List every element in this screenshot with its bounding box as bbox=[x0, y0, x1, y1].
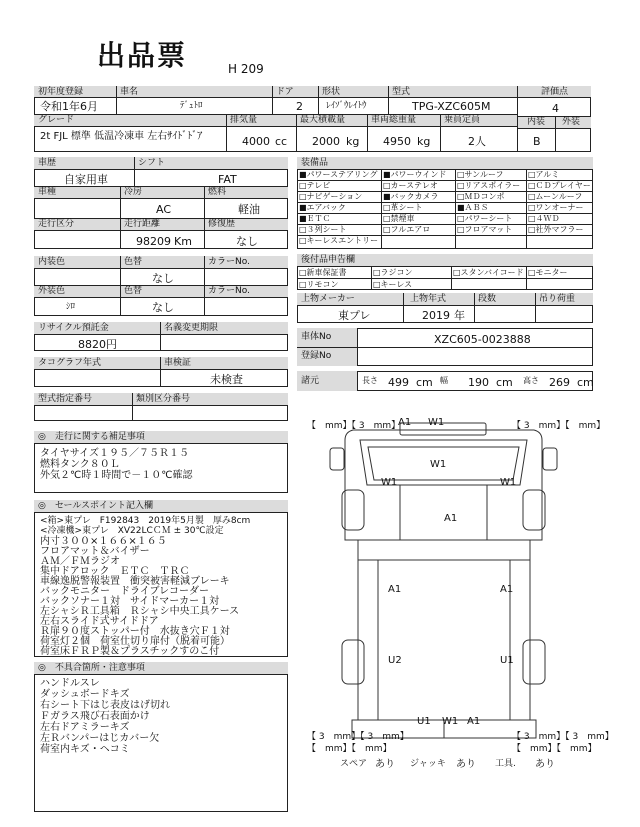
area-label: 走行区分 bbox=[38, 219, 75, 229]
jack-value: あり bbox=[456, 759, 476, 770]
post-install-label: 後付品申告欄 bbox=[301, 255, 356, 265]
tire-front-left: 【 mm】【 3 mm】 bbox=[307, 421, 401, 431]
mark-w1-top: W1 bbox=[428, 417, 445, 428]
width-unit: cm bbox=[496, 376, 513, 389]
post-install-item: □ラジコン bbox=[373, 268, 413, 277]
history-label: 車歴 bbox=[38, 158, 57, 168]
maxload-label: 最大積載量 bbox=[300, 115, 346, 125]
in-no-label: カラーNo. bbox=[208, 257, 250, 267]
hoist-label: 吊り荷重 bbox=[539, 294, 576, 304]
exterior-label: 外装 bbox=[562, 117, 581, 127]
mark-u1-right: U1 bbox=[500, 655, 514, 666]
body-year-value: 2019 bbox=[422, 309, 450, 322]
door-count: 2 bbox=[296, 100, 303, 113]
rating-label: 評価点 bbox=[541, 87, 569, 97]
length-value: 499 bbox=[388, 376, 409, 389]
post-install-item: □キーレス bbox=[373, 280, 413, 289]
chassis-number: XZC605-0023888 bbox=[434, 333, 531, 346]
inspection-label: 車検証 bbox=[164, 358, 192, 368]
equipment-item: □パワーシート bbox=[457, 214, 513, 223]
model-code: TPG-XZC605M bbox=[412, 100, 491, 113]
mark-a1-right: A1 bbox=[500, 584, 514, 595]
mark-w1-rear: W1 bbox=[442, 716, 459, 727]
grade-label: グレード bbox=[38, 115, 75, 125]
mileage-value: 98209 bbox=[136, 235, 171, 248]
gvw-value: 4950 bbox=[383, 135, 411, 148]
mark-w1-left: W1 bbox=[381, 477, 398, 488]
gvw-label: 車両総重量 bbox=[371, 115, 417, 125]
shift-label: シフト bbox=[138, 158, 166, 168]
length-unit: cm bbox=[416, 376, 433, 389]
fuel-value: 軽油 bbox=[238, 203, 260, 216]
equipment-item: □４ＷＤ bbox=[528, 214, 560, 223]
equipment-item: □禁煙車 bbox=[383, 214, 415, 223]
gvw-unit: kg bbox=[417, 135, 431, 148]
recycle-label: リサイクル預託金 bbox=[38, 323, 109, 333]
inspection-value: 未検査 bbox=[210, 373, 243, 386]
running-line: 燃料タンク８０Ｌ bbox=[40, 459, 120, 470]
length-label: 長さ bbox=[362, 376, 378, 385]
selling-line: 集中ドアロック ＥＴＣ ＴＲＣ bbox=[40, 566, 190, 577]
body-year-label: 上物年式 bbox=[410, 294, 447, 304]
selling-line: バックソナー１対 サイドマーカー１対 bbox=[40, 596, 220, 607]
first-registration: 令和1年6月 bbox=[40, 100, 98, 113]
mark-u2-left: U2 bbox=[388, 655, 402, 666]
grade-value: 2t FJL 標準 低温冷凍車 左右ｻｲﾄﾞﾄﾞｱ bbox=[40, 131, 203, 142]
tire-rear-right-inner: 【 mm】【 mm】 bbox=[512, 744, 597, 754]
shape-label: 形状 bbox=[322, 87, 341, 97]
mark-a1-top: A1 bbox=[398, 417, 412, 428]
selling-line: 荷室灯２個 荷室仕切り扉付（脱着可能） bbox=[40, 636, 230, 647]
dims-label: 諸元 bbox=[301, 376, 320, 386]
selling-line: バックモニター ドライブレコーダー bbox=[40, 586, 209, 597]
defect-line: 左右ドアミラーキズ bbox=[40, 722, 130, 733]
tire-rear-left-inner: 【 mm】【 mm】 bbox=[307, 744, 392, 754]
equipment-item: □リアスポイラー bbox=[457, 181, 521, 190]
tier-label: 段数 bbox=[478, 294, 497, 304]
selling-line: Ｒ扉９０度ストッパー付 水抜き穴Ｆ１対 bbox=[40, 626, 230, 637]
equipment-item: □キーレスエントリー bbox=[299, 236, 379, 245]
registration-label: 登録No bbox=[301, 351, 332, 361]
in-change-value: なし bbox=[152, 272, 174, 285]
spare-label: スペア bbox=[340, 759, 368, 769]
out-no-label: カラーNo. bbox=[208, 286, 250, 296]
defect-line: 荷室内キズ・ヘコミ bbox=[40, 744, 130, 755]
door-label: ドア bbox=[276, 87, 294, 97]
displacement-value: 4000 bbox=[242, 135, 270, 148]
defect-line: ダッシュボードキズ bbox=[40, 689, 130, 700]
height-value: 269 bbox=[549, 376, 570, 389]
equipment-item: ■パワーステアリング bbox=[299, 170, 378, 179]
maker-label: 上物メーカー bbox=[301, 294, 355, 304]
selling-line: 内寸３００×１６６×１６５ bbox=[40, 536, 167, 547]
equipment-item: ■ＥＴＣ bbox=[299, 214, 331, 223]
mark-w1-glass: W1 bbox=[430, 459, 447, 470]
defect-line: 右シート下はじ表皮はげ切れ bbox=[40, 700, 170, 711]
fuel-label: 燃料 bbox=[208, 187, 227, 197]
model-label: 型式 bbox=[392, 87, 411, 97]
out-change-label: 色替 bbox=[124, 286, 143, 296]
name-label: 車名 bbox=[120, 87, 139, 97]
equipment-item: □ＣＤプレイヤー bbox=[528, 181, 591, 190]
running-label: ◎ 走行に関する補足事項 bbox=[38, 432, 145, 442]
post-install-item: □スタンバイコード bbox=[453, 268, 524, 277]
repair-value: なし bbox=[236, 235, 258, 248]
tool-label: 工具. bbox=[495, 759, 516, 769]
shift-value: FAT bbox=[218, 173, 237, 186]
interior-label: 内装 bbox=[527, 117, 546, 127]
class-number-label: 類別区分番号 bbox=[136, 394, 191, 404]
post-install-item: □リモコン bbox=[299, 280, 339, 289]
mark-u1-rear: U1 bbox=[417, 716, 431, 727]
history-value: 自家用車 bbox=[64, 173, 108, 186]
selling-line: <冷凍機>東プレ XV22LCＣＭ ± 30℃設定 bbox=[40, 526, 224, 536]
repair-label: 修復歴 bbox=[208, 219, 236, 229]
car-name: ﾃﾞｭﾄﾛ bbox=[180, 101, 203, 111]
width-label: 幅 bbox=[440, 376, 448, 385]
name-change-label: 名義変更期限 bbox=[164, 323, 219, 333]
form-number: H 209 bbox=[228, 62, 264, 76]
tire-front-right: 【 3 mm】【 mm】 bbox=[512, 421, 606, 431]
cooling-label: 冷房 bbox=[124, 187, 143, 197]
width-value: 190 bbox=[468, 376, 489, 389]
body-year-unit: 年 bbox=[454, 309, 465, 322]
maker-value: 東プレ bbox=[338, 309, 371, 322]
selling-line: 左シャシＲ工具箱 Ｒシャシ中央工具ケース bbox=[40, 606, 240, 617]
height-label: 高さ bbox=[523, 376, 539, 385]
tire-rear-right: 【 3 mm】【 3 mm】 bbox=[512, 732, 614, 742]
displacement-label: 排気量 bbox=[230, 115, 258, 125]
out-color-label: 外装色 bbox=[38, 286, 66, 296]
mileage-unit: Km bbox=[174, 235, 192, 248]
jack-label: ジャッキ bbox=[410, 759, 446, 769]
selling-line: 車線逸脱警報装置 衝突被害軽減ブレーキ bbox=[40, 576, 230, 587]
mileage-label: 走行距離 bbox=[124, 219, 161, 229]
displacement-unit: cc bbox=[275, 135, 288, 148]
in-change-label: 色替 bbox=[124, 257, 143, 267]
selling-line: 左右スライド式サイドドア bbox=[40, 616, 159, 627]
mark-a1-left: A1 bbox=[388, 584, 402, 595]
body-shape: ﾚｲｿﾞｳﾚｲﾄｳ bbox=[326, 101, 367, 111]
capacity-label: 乗員定員 bbox=[444, 115, 481, 125]
equipment-item: □カーステレオ bbox=[383, 181, 438, 190]
interior-grade: B bbox=[533, 135, 541, 148]
equipment-item: □アルミ bbox=[528, 170, 560, 179]
out-color-value: ｼﾛ bbox=[66, 302, 76, 312]
equipment-item: □ワンオーナー bbox=[528, 203, 584, 212]
equipment-item: ■バックカメラ bbox=[383, 192, 439, 201]
selling-line: 荷室床ＦＲＰ製＆プラスチックすのこ付 bbox=[40, 646, 220, 657]
equipment-item: □フルエアロ bbox=[383, 225, 431, 234]
tool-value: あり bbox=[535, 759, 555, 770]
type-label: 車種 bbox=[38, 187, 57, 197]
equipment-item: ■エアバック bbox=[299, 203, 346, 212]
equipment-item: □ムーンルーフ bbox=[528, 192, 583, 201]
defect-line: ハンドルスレ bbox=[40, 678, 100, 689]
defect-label: ◎ 不具合箇所・注意事項 bbox=[38, 663, 145, 673]
mark-w1-right: W1 bbox=[500, 477, 517, 488]
tacho-label: タコグラフ年式 bbox=[38, 358, 102, 368]
selling-label: ◎ セールスポイント記入欄 bbox=[38, 501, 154, 511]
defect-line: 左Ｒバンパーはじカバー欠 bbox=[40, 733, 160, 744]
equipment-item: ■ＡＢＳ bbox=[457, 203, 489, 212]
capacity-value: 2人 bbox=[468, 135, 486, 148]
selling-line: <箱>東プレ F192843 2019年5月製 厚み8cm bbox=[40, 516, 251, 526]
spare-value: あり bbox=[375, 759, 395, 770]
equipment-item: ■パワーウインド bbox=[383, 170, 447, 179]
year-label: 初年度登録 bbox=[38, 87, 84, 97]
equipment-item: □テレビ bbox=[299, 181, 331, 190]
cooling-value: AC bbox=[156, 203, 172, 216]
rating-value: 4 bbox=[552, 102, 559, 115]
equipment-item: □３列シート bbox=[299, 225, 347, 234]
equipment-item: □フロアマット bbox=[457, 225, 513, 234]
equipment-item: □ナビゲーション bbox=[299, 192, 363, 201]
maxload-value: 2000 bbox=[312, 135, 340, 148]
running-line: タイヤサイズ１９５／７５Ｒ１５ bbox=[40, 448, 189, 459]
post-install-item: □新車保証書 bbox=[299, 268, 347, 277]
height-unit: cm bbox=[577, 376, 594, 389]
recycle-unit: 円 bbox=[106, 338, 117, 351]
tire-rear-left: 【 3 mm】【 3 mm】 bbox=[307, 732, 409, 742]
equipment-item: □革シート bbox=[383, 203, 423, 212]
equipment-item: □ＭＤコンポ bbox=[457, 192, 505, 201]
selling-line: ＡＭ／ＦＭラジオ bbox=[40, 556, 120, 567]
recycle-value: 8820 bbox=[78, 338, 106, 351]
equipment-label: 装備品 bbox=[301, 158, 329, 168]
running-line: 外気２℃時１時間で－１０℃確認 bbox=[40, 470, 193, 481]
mark-a1-roof: A1 bbox=[444, 513, 458, 524]
maxload-unit: kg bbox=[346, 135, 360, 148]
page-title: 出品票 bbox=[97, 39, 188, 72]
chassis-label: 車体No bbox=[301, 332, 332, 342]
equipment-item: □社外マフラー bbox=[528, 225, 584, 234]
defect-line: Ｆガラス飛び石表面かけ bbox=[40, 711, 150, 722]
mark-a1-rear: A1 bbox=[467, 716, 481, 727]
post-install-item: □モニター bbox=[528, 268, 568, 277]
equipment-item: □サンルーフ bbox=[457, 170, 504, 179]
type-designation-label: 型式指定番号 bbox=[38, 394, 93, 404]
out-change-value: なし bbox=[152, 301, 174, 314]
selling-line: フロアマット＆バイザー bbox=[40, 546, 150, 557]
in-color-label: 内装色 bbox=[38, 257, 66, 267]
